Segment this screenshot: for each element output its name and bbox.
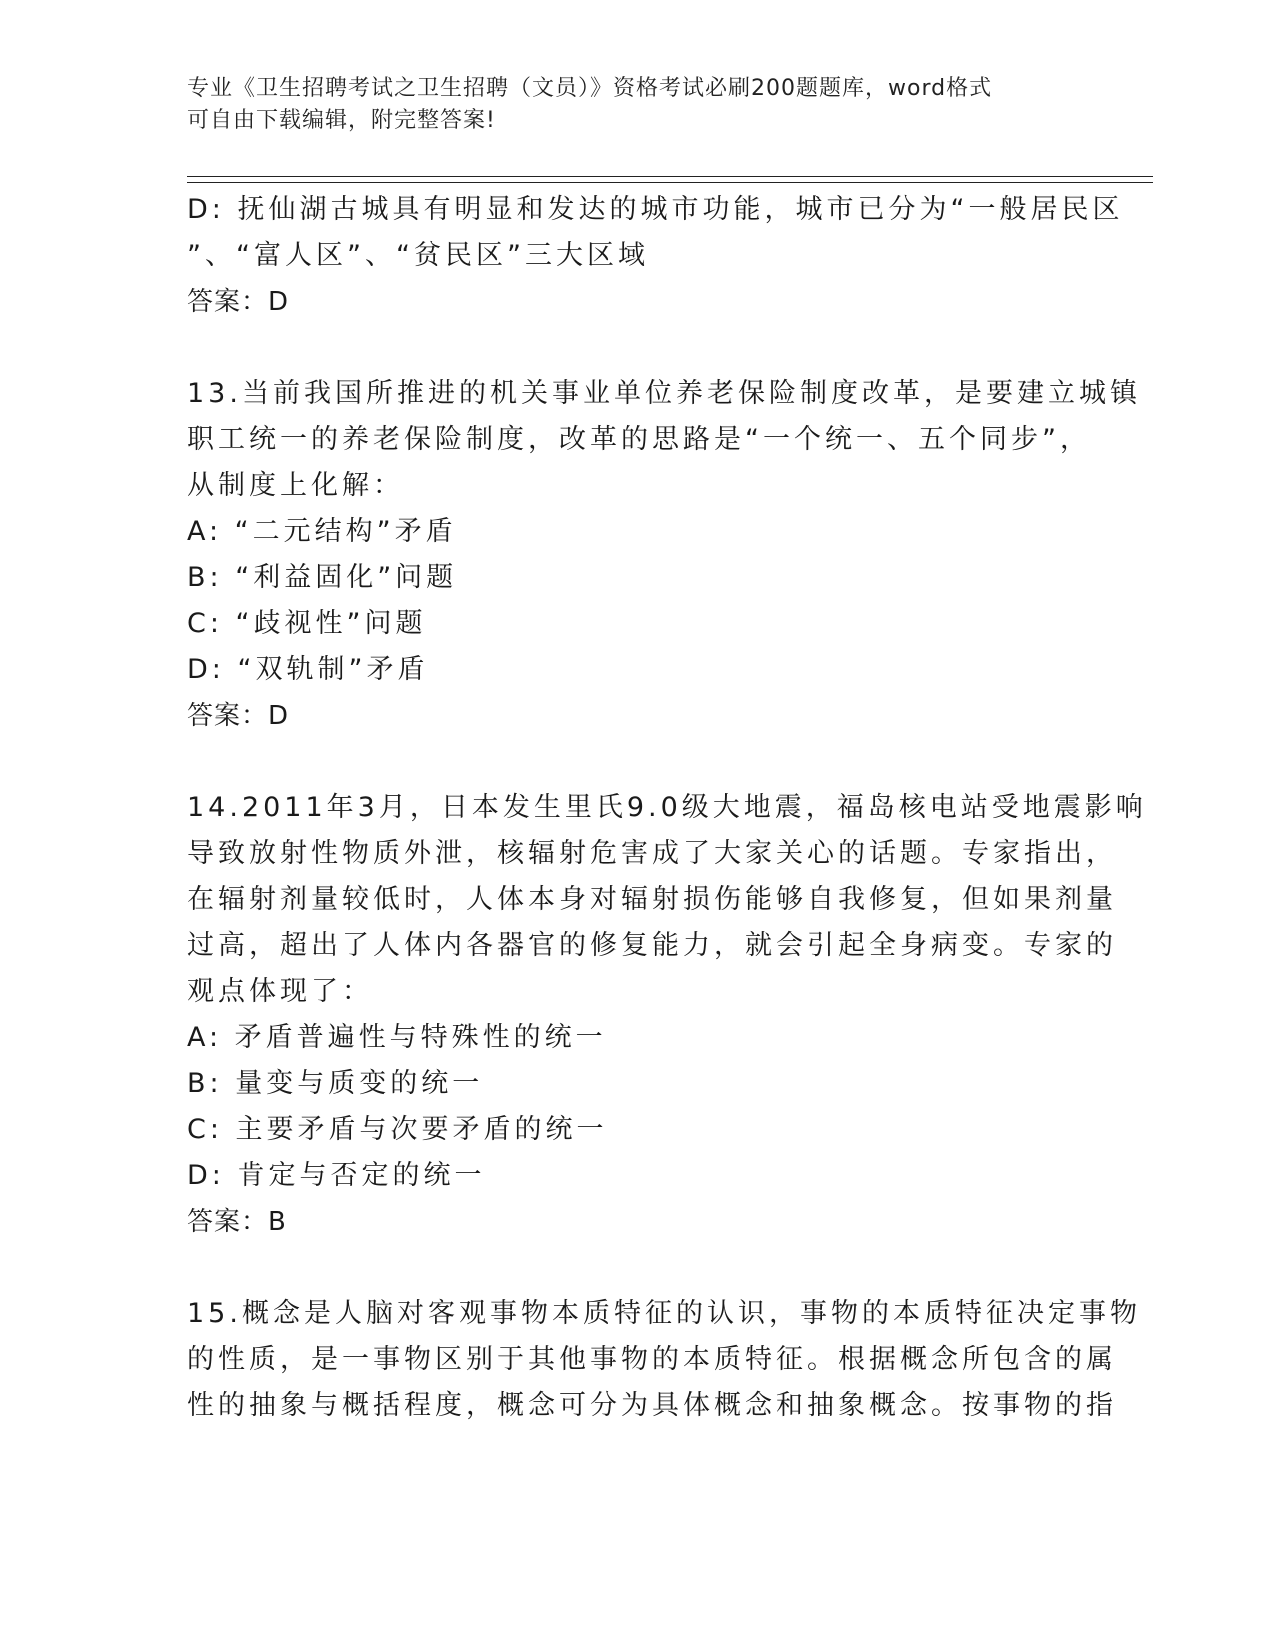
document-header <box>187 73 1087 137</box>
question-stem-line: 观点体现了： <box>187 976 373 1007</box>
question-stem-line: 的性质，是一事物区别于其他事物的本质特征。根据概念所包含的属 <box>187 1344 1117 1375</box>
option-b: B: 量变与质变的统一 <box>187 1068 484 1099</box>
answer-label: 答案：B <box>187 1207 287 1237</box>
header-rule-top <box>187 176 1153 177</box>
text-line: D: 抚仙湖古城具有明显和发达的城市功能，城市已分为“一般居民区 <box>187 194 1124 225</box>
header-line-1: 专业《卫生招聘考试之卫生招聘（文员）》资格考试必刷200题题库，word格式 <box>187 76 993 101</box>
answer-label: 答案：D <box>187 287 290 317</box>
text-line: ”、“富人区”、“贫民区”三大区域 <box>187 240 649 271</box>
question-block-15 <box>187 1291 1141 1429</box>
header-line-2: 可自由下载编辑，附完整答案! <box>187 108 496 133</box>
question-stem-line: 从制度上化解： <box>187 470 404 501</box>
option-d: D: 肯定与否定的统一 <box>187 1160 486 1191</box>
question-stem-line: 13.当前我国所推进的机关事业单位养老保险制度改革，是要建立城镇 <box>187 378 1141 409</box>
option-c: C: “歧视性”问题 <box>187 608 427 639</box>
header-rule-bottom <box>187 182 1153 183</box>
question-stem-line: 15.概念是人脑对客观事物本质特征的认识，事物的本质特征决定事物 <box>187 1298 1141 1329</box>
question-stem-line: 过高，超出了人体内各器官的修复能力，就会引起全身病变。专家的 <box>187 930 1117 961</box>
option-d: D: “双轨制”矛盾 <box>187 654 429 685</box>
question-stem-line: 14.2011年3月，日本发生里氏9.0级大地震，福岛核电站受地震影响 <box>187 792 1147 823</box>
question-stem-line: 职工统一的养老保险制度，改革的思路是“一个统一、五个同步”， <box>187 424 1091 455</box>
question-block-12-tail <box>187 187 1124 325</box>
question-content <box>187 187 1147 1429</box>
question-block-13 <box>187 371 1141 739</box>
option-a: A: 矛盾普遍性与特殊性的统一 <box>187 1022 607 1053</box>
question-stem-line: 性的抽象与概括程度，概念可分为具体概念和抽象概念。按事物的指 <box>187 1390 1117 1421</box>
option-b: B: “利益固化”问题 <box>187 562 458 593</box>
answer-label: 答案：D <box>187 701 290 731</box>
option-a: A: “二元结构”矛盾 <box>187 516 457 547</box>
option-c: C: 主要矛盾与次要矛盾的统一 <box>187 1114 608 1145</box>
question-block-14 <box>187 785 1147 1245</box>
question-stem-line: 导致放射性物质外泄，核辐射危害成了大家关心的话题。专家指出， <box>187 838 1117 869</box>
question-stem-line: 在辐射剂量较低时，人体本身对辐射损伤能够自我修复，但如果剂量 <box>187 884 1117 915</box>
